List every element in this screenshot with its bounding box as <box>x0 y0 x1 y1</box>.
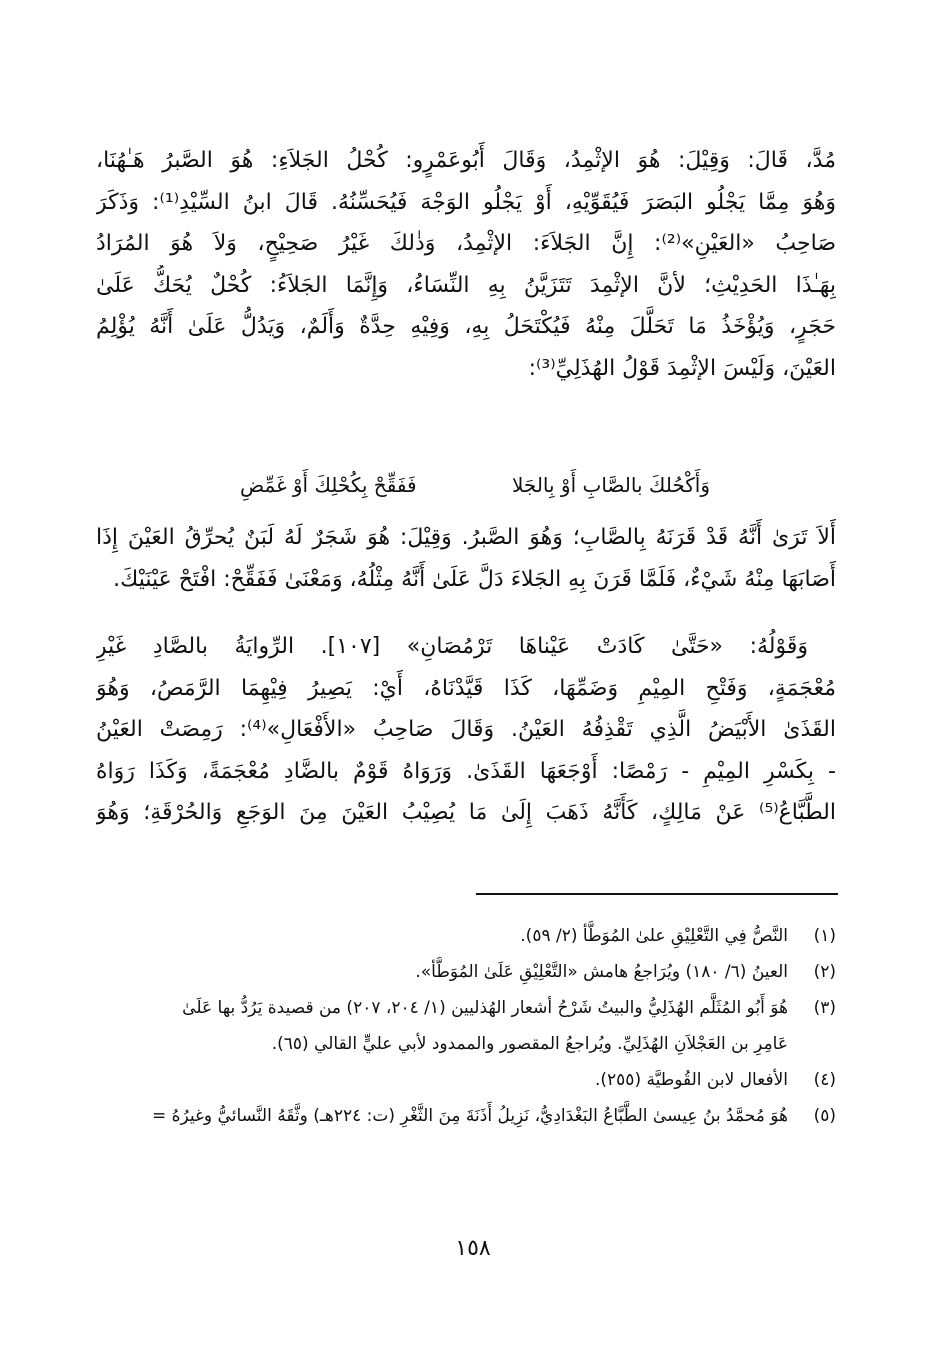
footnote-number: (١) <box>813 926 836 946</box>
verse-first-hemistich: وَأَكْحُلكَ بالصَّابِ أَوْ بِالجَلا <box>511 473 710 497</box>
footnote <box>96 1062 836 1098</box>
footnote-text: هُوَ أَبُو المُثَلَّم الهُذَلِيُّ والبيتُ شَرْحُ أشعار الهُذليين (١/ ٢٠٤، ٢٠٧) من قصيدة يَرُدُّ بها عَلَىٰ <box>182 998 788 1018</box>
footnote-separator <box>476 893 838 895</box>
footnote-number: (٤) <box>813 1070 836 1090</box>
footnote <box>96 954 836 990</box>
footnote <box>96 918 836 954</box>
footnote <box>96 990 836 1026</box>
footnote-continuation <box>96 1026 836 1062</box>
poetry-verse <box>240 465 710 505</box>
paragraph-3 <box>96 626 836 834</box>
paragraph-1 <box>96 140 836 389</box>
footnote-number: (٢) <box>813 962 836 982</box>
paragraph-2 <box>96 517 836 600</box>
text-line: القَذَىٰ الأَبْيَضُ الَّذِي تَقْذِفُهُ العَيْنُ. وَقَالَ صَاحِبُ «الأَفْعَالِ»⁽⁴⁾: رَمِصَتْ العَيْنُ <box>96 717 836 742</box>
text-line: - بِكَسْرِ المِيْمِ - رَمْصًا: أَوْجَعَهَا القَذَىٰ. وَرَوَاهُ قَوْمٌ بالضَّادِ مُعْجَمَةً، وَكَذَا رَوَاهُ <box>96 758 836 784</box>
footnote-text: العينُ (٦/ ١٨٠) ويُرَاجعُ هامش «التَّعْلِيْقِ عَلَىٰ المُوَطَّأ». <box>415 962 788 982</box>
text-line: حَجَرٍ، وَيُؤْخَذُ مَا تَحَلَّلَ مِنْهُ فَيُكْتَحَلُ بِهِ، وَفِيْهِ حِدَّةٌ وَأَلَمٌ، وَيَدُلُّ عَلَىٰ أَنَّهُ يُؤْلِمُ <box>96 314 836 339</box>
text-line: أَلاَ تَرَىٰ أَنَّهُ قَدْ قَرَنَهُ بِالصَّابِ؛ وَهُوَ الصَّبرُ. وَقِيْلَ: هُوَ شَجَرٌ لَهُ لَبَنٌ يُحرِّقُ العَيْنَ إِذَا <box>96 525 836 550</box>
footnote-text: الأفعال لابن القُوطيَّة (٢٥٥). <box>594 1070 788 1090</box>
verse-second-hemistich: فَفَقِّحْ بِكُحْلِكَ أَوْ غَمِّضِ <box>240 473 417 497</box>
text-line: مُدَّ، قَالَ: وَقِيْلَ: هُوَ الإثْمِدُ، وَقَالَ أَبُوعَمْرٍو: كُحْلُ الجَلاَءِ: هُوَ الصَّبرُ هَـٰهُنَا، <box>96 148 836 173</box>
text-line: أَصَابَهَا مِنْهُ شَيْءٌ، فَلَمَّا قَرَنَ بِهِ الجَلاءَ دَلَّ عَلَىٰ أَنَّهُ مِثْلُهُ، وَمَعْنَىٰ فَفَقِّحْ: افْتَحْ عَيْنَيْكَ. <box>113 566 836 592</box>
text-line: بِهَـٰذَا الحَدِيْثِ؛ لأنَّ الإثْمِدَ تَتَزَيَّنُ بِهِ النِّسَاءُ، وَإِنَّمَا الجَلاَءُ: كُحْلٌ يُحَكُّ عَلَىٰ <box>96 272 836 298</box>
footnote-number: (٥) <box>813 1106 836 1126</box>
footnote <box>96 1098 836 1134</box>
text-line: صَاحِبُ «العَيْنِ»⁽²⁾: إِنَّ الجَلاَءَ: الإثْمِدُ، وَذٰلكَ غَيْرُ صَحِيْحٍ، وَلاَ هُوَ المُرَادُ <box>96 231 836 256</box>
footnotes <box>96 918 836 1134</box>
text-line: العَيْنَ، وَلَيْسَ الإثْمِدَ قَوْلُ الهُذَلِيِّ⁽³⁾: <box>528 355 836 381</box>
page-number: ١٥٨ <box>455 1236 491 1261</box>
footnote-text: عَامِرِ بن العَجْلاَنِ الهُذَلِيِّ. ويُراجعُ المقصور والممدود لأبي عليٍّ القالي (٦٥). <box>271 1034 788 1054</box>
footnote-number: (٣) <box>813 998 836 1018</box>
text-line: وَهُوَ مِمَّا يَجْلُو البَصَرَ فَيُقَوِّيْهِ، أَوْ يَجْلُو الوَجْهَ فَيُحَسِّنُهُ. قَالَ ابنُ السِّيْدِ⁽¹⁾: وَذَكَرَ <box>96 189 836 215</box>
footnote-text: هُوَ مُحمَّدُ بنُ عِيسىٰ الطَّبَّاعُ البَغْدَادِيُّ، نَزِيلُ أَذَنَةَ مِنَ الثَّغْرِ (ت: ٢٢٤هـ) وثَّقَهُ النَّسائيُّ وغيرُهُ = <box>151 1106 788 1126</box>
text-line: وَقَوْلُهُ: «حَتَّىٰ كَادَتْ عَيْناهَا تَرْمُصَانِ» [١٠٧]. الرِّوايَةُ بالصَّادِ غَيْرِ <box>96 634 808 659</box>
text-line: الطَّبَّاعُ⁽⁵⁾ عَنْ مَالِكٍ، كَأَنَّهُ ذَهَبَ إِلَىٰ مَا يُصِيْبُ العَيْنَ مِنَ الوَجَعِ وَالحُرْقَةِ؛ وَهُوَ <box>96 800 836 825</box>
text-line: مُعْجَمَةٍ، وَفَتْحِ المِيْمِ وَضَمِّهَا، كَذَا قَيَّدْنَاهُ، أَيْ: يَصِيرُ فِيْهِمَا الرَّمَصُ، وَهُوَ <box>96 675 836 701</box>
footnote-text: النَّصُّ فِي التَّعْلِيْقِ علىٰ المُوَطَّأ (٢/ ٥٩). <box>520 926 788 946</box>
